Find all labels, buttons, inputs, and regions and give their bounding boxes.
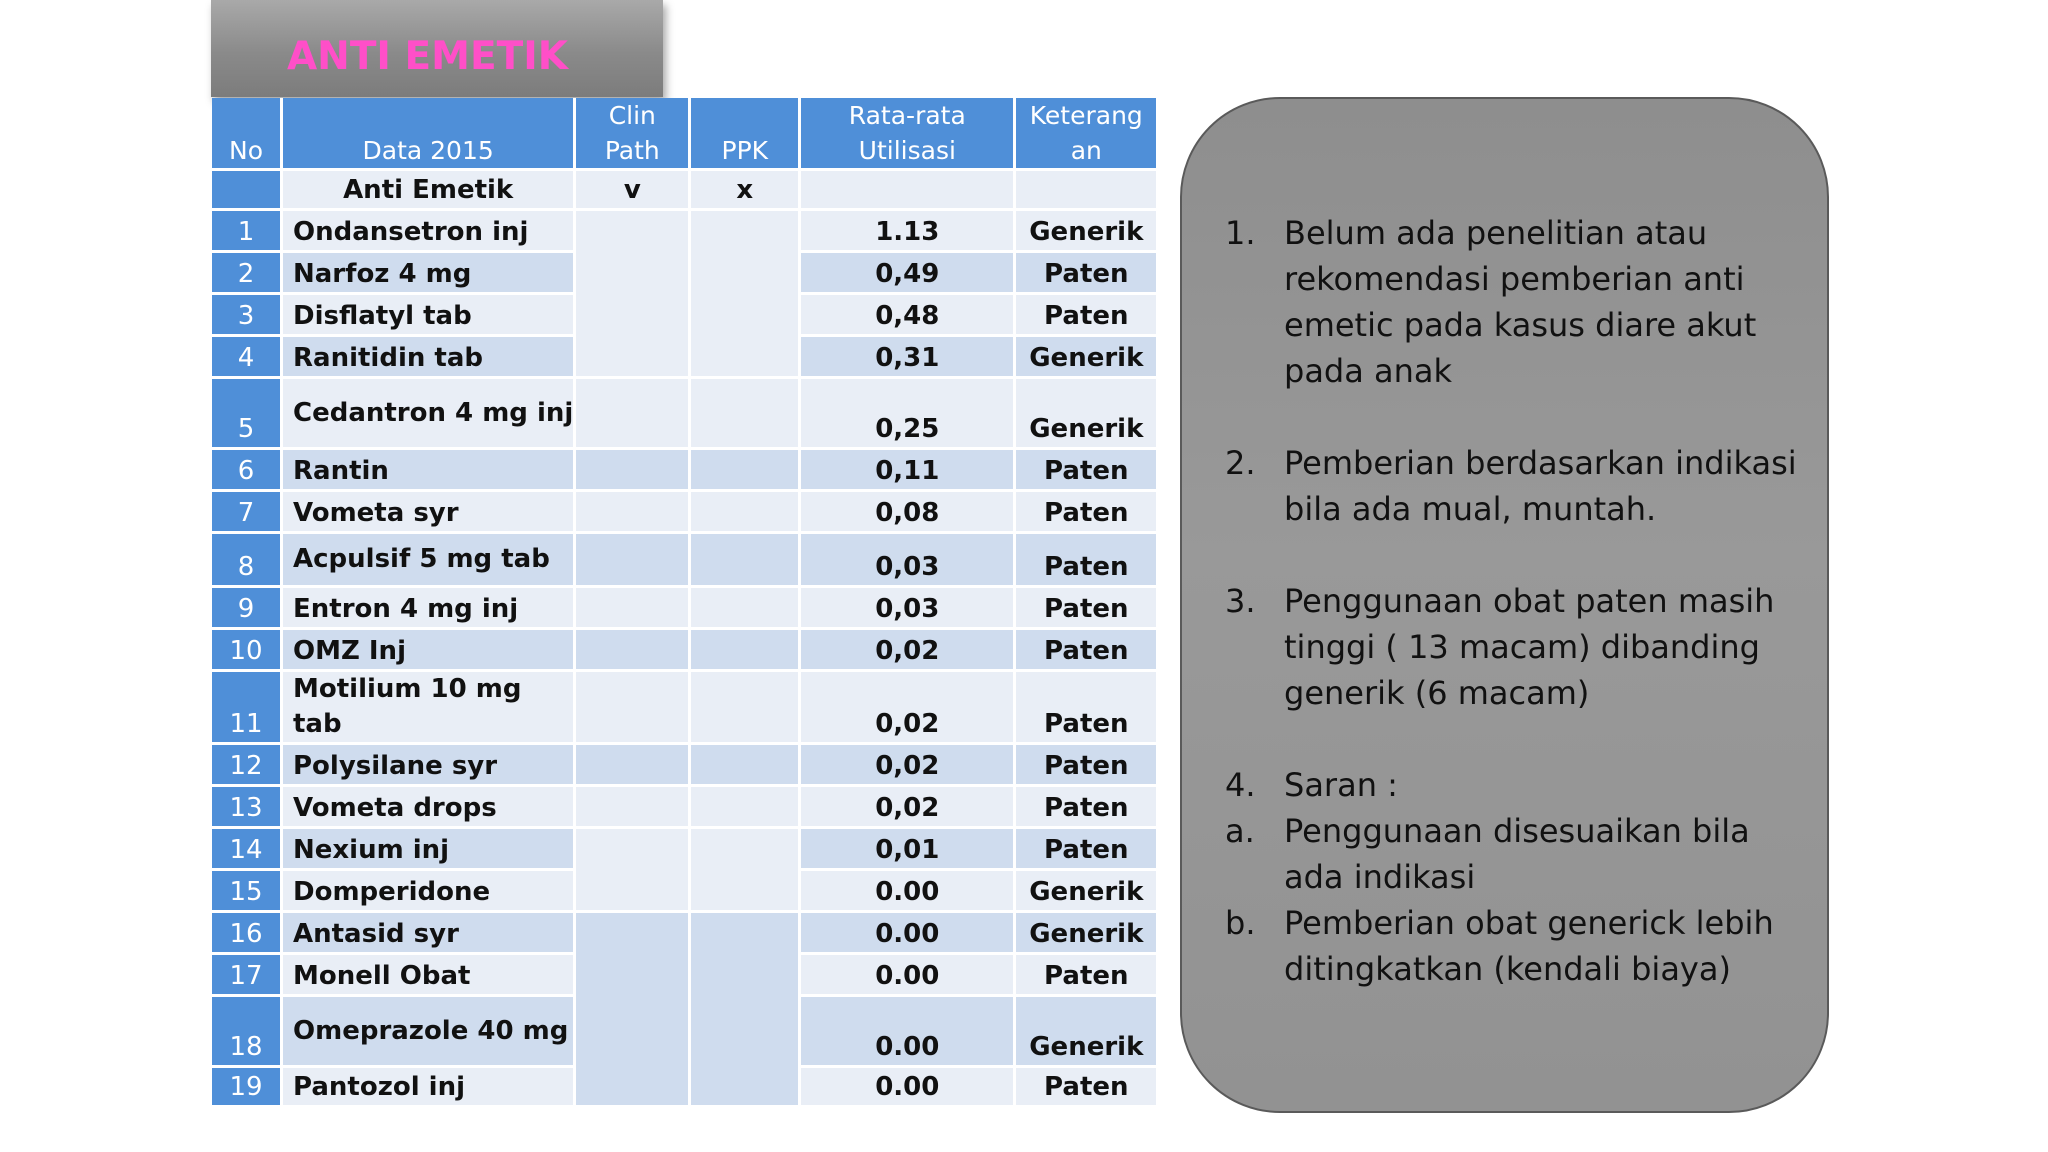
row-no: 4 — [212, 337, 283, 379]
ppk-cell — [691, 534, 801, 588]
ppk-cell — [691, 588, 801, 630]
group-ket — [1016, 171, 1159, 211]
row-ket: Paten — [1016, 745, 1159, 787]
row-util: 0,03 — [801, 534, 1016, 588]
row-ket: Paten — [1016, 630, 1159, 672]
note-text: Penggunaan obat paten masih tinggi ( 13 macam) dibanding generik (6 macam) — [1284, 582, 1775, 712]
ppk-cell — [691, 672, 801, 745]
row-no: 16 — [212, 913, 283, 955]
row-util: 0,31 — [801, 337, 1016, 379]
row-name: Rantin — [283, 450, 576, 492]
row-no — [212, 171, 283, 211]
header-clin-path — [576, 98, 691, 171]
clin-cell — [576, 745, 691, 787]
row-name — [283, 672, 576, 745]
drug-table — [212, 98, 1159, 1108]
row-util: 0.00 — [801, 1068, 1016, 1108]
row-name-line1: Motilium 10 mg — [293, 674, 522, 704]
row-util: 0.00 — [801, 955, 1016, 997]
row-no: 1 — [212, 211, 283, 253]
row-no: 17 — [212, 955, 283, 997]
header-ket-line2: an — [1070, 136, 1102, 165]
note-item — [1225, 578, 1815, 716]
row-util: 0.00 — [801, 871, 1016, 913]
row-util: 0,02 — [801, 745, 1016, 787]
row-no: 13 — [212, 787, 283, 829]
note-subitem — [1225, 900, 1815, 992]
row-name: Vometa syr — [283, 492, 576, 534]
header-no: No — [212, 98, 283, 171]
row-no: 2 — [212, 253, 283, 295]
table-row — [212, 534, 1159, 588]
row-no: 15 — [212, 871, 283, 913]
row-no: 11 — [212, 672, 283, 745]
row-ket: Generik — [1016, 337, 1159, 379]
row-no: 6 — [212, 450, 283, 492]
row-name: Cedantron 4 mg inj — [283, 379, 576, 450]
clin-cell — [576, 588, 691, 630]
note-text: Pemberian berdasarkan indikasi bila ada mual, muntah. — [1284, 444, 1797, 528]
header-keterangan — [1016, 98, 1159, 171]
ppk-cell — [691, 745, 801, 787]
note-item — [1225, 762, 1815, 808]
header-utilisasi — [801, 98, 1016, 171]
note-number: a. — [1225, 812, 1255, 850]
clin-cell — [576, 913, 691, 1108]
row-util: 0,48 — [801, 295, 1016, 337]
row-no: 3 — [212, 295, 283, 337]
row-name: Vometa drops — [283, 787, 576, 829]
row-ket: Paten — [1016, 295, 1159, 337]
ppk-cell — [691, 913, 801, 1108]
ppk-cell — [691, 211, 801, 379]
row-ket: Paten — [1016, 1068, 1159, 1108]
row-name: Pantozol inj — [283, 1068, 576, 1108]
row-no: 12 — [212, 745, 283, 787]
row-ket: Paten — [1016, 955, 1159, 997]
title-box — [211, 0, 663, 97]
group-clin: v — [576, 171, 691, 211]
row-name: Domperidone — [283, 871, 576, 913]
ppk-cell — [691, 787, 801, 829]
row-ket: Generik — [1016, 211, 1159, 253]
row-util: 0,03 — [801, 588, 1016, 630]
table-header-row — [212, 98, 1159, 171]
row-util: 0,08 — [801, 492, 1016, 534]
row-util: 0,11 — [801, 450, 1016, 492]
row-name: Narfoz 4 mg — [283, 253, 576, 295]
note-number: 1. — [1225, 214, 1256, 252]
note-number: b. — [1225, 904, 1256, 942]
clin-cell — [576, 211, 691, 379]
group-row — [212, 171, 1159, 211]
row-util: 1.13 — [801, 211, 1016, 253]
row-util: 0.00 — [801, 913, 1016, 955]
row-no: 7 — [212, 492, 283, 534]
header-data: Data 2015 — [283, 98, 576, 171]
table-row — [212, 913, 1159, 955]
group-util — [801, 171, 1016, 211]
row-name: Acpulsif 5 mg tab — [283, 534, 576, 588]
row-no: 14 — [212, 829, 283, 871]
header-util-line2: Utilisasi — [858, 136, 956, 165]
row-ket: Generik — [1016, 871, 1159, 913]
header-clin-line1: Clin — [608, 101, 656, 130]
table-row — [212, 588, 1159, 630]
table-row — [212, 492, 1159, 534]
header-ppk: PPK — [691, 98, 801, 171]
note-item — [1225, 210, 1815, 394]
row-no: 8 — [212, 534, 283, 588]
group-name: Anti Emetik — [283, 171, 576, 211]
clin-cell — [576, 534, 691, 588]
row-name: Disflatyl tab — [283, 295, 576, 337]
clin-cell — [576, 787, 691, 829]
row-ket: Paten — [1016, 829, 1159, 871]
table-row — [212, 787, 1159, 829]
clin-cell — [576, 450, 691, 492]
row-no: 10 — [212, 630, 283, 672]
row-util: 0,49 — [801, 253, 1016, 295]
row-name-line2: tab — [293, 709, 342, 739]
row-name: Ondansetron inj — [283, 211, 576, 253]
header-ket-line1: Keterang — [1029, 101, 1143, 130]
ppk-cell — [691, 829, 801, 913]
table-row — [212, 450, 1159, 492]
row-util: 0,01 — [801, 829, 1016, 871]
row-name: Monell Obat — [283, 955, 576, 997]
row-name: Polysilane syr — [283, 745, 576, 787]
table-row — [212, 829, 1159, 871]
notes-list — [1225, 210, 1815, 992]
row-ket: Paten — [1016, 450, 1159, 492]
row-name: OMZ Inj — [283, 630, 576, 672]
row-ket: Paten — [1016, 588, 1159, 630]
note-text: Belum ada penelitian atau rekomendasi pemberian anti emetic pada kasus diare akut pada anak — [1284, 214, 1757, 390]
row-ket: Paten — [1016, 492, 1159, 534]
header-clin-line2: Path — [604, 136, 660, 165]
note-number: 3. — [1225, 582, 1256, 620]
row-ket: Generik — [1016, 997, 1159, 1068]
clin-cell — [576, 492, 691, 534]
note-text: Penggunaan disesuaikan bila ada indikasi — [1284, 812, 1750, 896]
row-util: 0,02 — [801, 787, 1016, 829]
note-item — [1225, 440, 1815, 532]
row-no: 5 — [212, 379, 283, 450]
row-name: Entron 4 mg inj — [283, 588, 576, 630]
note-subitem — [1225, 808, 1815, 900]
row-name: Omeprazole 40 mg — [283, 997, 576, 1068]
table-row — [212, 630, 1159, 672]
row-ket: Paten — [1016, 672, 1159, 745]
row-name: Ranitidin tab — [283, 337, 576, 379]
clin-cell — [576, 379, 691, 450]
row-util: 0,25 — [801, 379, 1016, 450]
row-ket: Paten — [1016, 534, 1159, 588]
row-util: 0,02 — [801, 672, 1016, 745]
ppk-cell — [691, 379, 801, 450]
row-no: 9 — [212, 588, 283, 630]
table-row — [212, 379, 1159, 450]
note-number: 2. — [1225, 444, 1256, 482]
clin-cell — [576, 829, 691, 913]
row-no: 19 — [212, 1068, 283, 1108]
page-title: ANTI EMETIK — [287, 34, 568, 79]
note-text: Pemberian obat generick lebih ditingkatkan (kendali biaya) — [1284, 904, 1774, 988]
header-util-line1: Rata-rata — [848, 101, 966, 130]
table-row — [212, 745, 1159, 787]
row-name: Nexium inj — [283, 829, 576, 871]
row-ket: Generik — [1016, 913, 1159, 955]
group-ppk: x — [691, 171, 801, 211]
row-no: 18 — [212, 997, 283, 1068]
row-ket: Generik — [1016, 379, 1159, 450]
row-name: Antasid syr — [283, 913, 576, 955]
note-number: 4. — [1225, 766, 1256, 804]
clin-cell — [576, 672, 691, 745]
note-text: Saran : — [1284, 766, 1398, 804]
row-ket: Paten — [1016, 787, 1159, 829]
ppk-cell — [691, 492, 801, 534]
row-util: 0,02 — [801, 630, 1016, 672]
ppk-cell — [691, 450, 801, 492]
table-row — [212, 211, 1159, 253]
row-util: 0.00 — [801, 997, 1016, 1068]
ppk-cell — [691, 630, 801, 672]
row-ket: Paten — [1016, 253, 1159, 295]
clin-cell — [576, 630, 691, 672]
table-row — [212, 672, 1159, 745]
